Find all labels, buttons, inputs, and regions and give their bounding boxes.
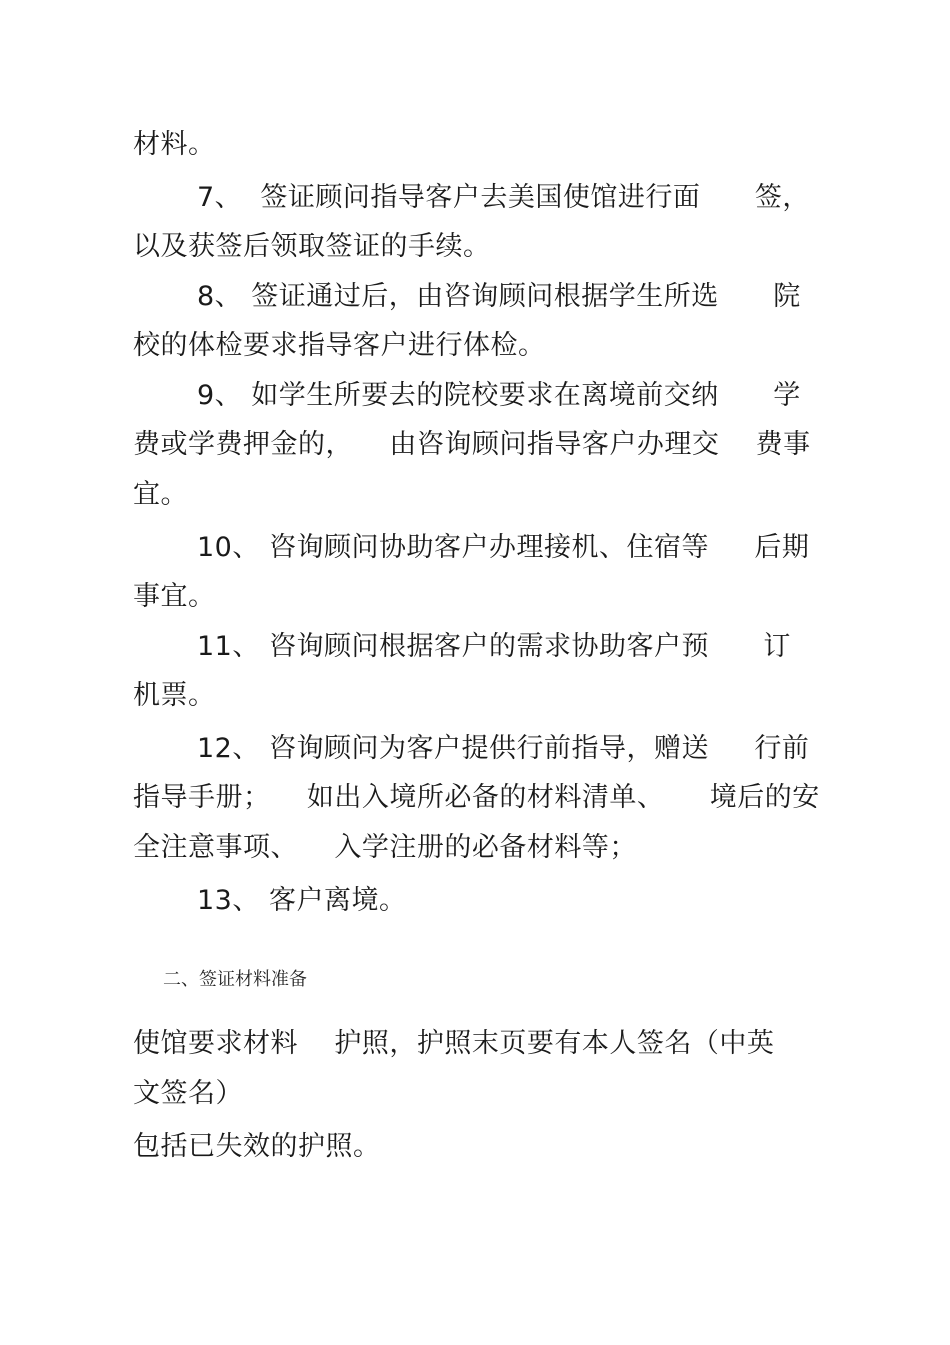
text-line: 全注意事项、 入学注册的必备材料等； [133,832,637,863]
text-line: 材料。 [133,129,216,160]
text-line: 使馆要求材料 护照，护照末页要有本人签名（中英 [133,1028,775,1059]
section-heading: 二、签证材料准备 [163,969,307,990]
text-line: 宜。 [133,479,188,510]
text-line: 机票。 [133,680,216,711]
list-item-13: 13、 客户离境。 [197,885,407,916]
text-line: 指导手册； 如出入境所必备的材料清单、 境后的安 [133,782,820,813]
list-item-9: 9、 如学生所要去的院校要求在离境前交纳 学 [197,380,801,411]
text-line: 校的体检要求指导客户进行体检。 [133,330,546,361]
text-line: 以及获签后领取签证的手续。 [133,231,491,262]
list-item-10: 10、 咨询顾问协助客户办理接机、住宿等 后期 [197,532,810,563]
text-line: 文签名） [133,1078,243,1109]
list-item-8: 8、 签证通过后，由咨询顾问根据学生所选 院 [197,281,801,312]
text-line: 包括已失效的护照。 [133,1131,381,1162]
text-line: 事宜。 [133,581,216,612]
list-item-7: 7、 签证顾问指导客户去美国使馆进行面 签， [197,182,810,213]
text-line: 费或学费押金的， 由咨询顾问指导客户办理交 费事 [133,429,811,460]
list-item-11: 11、 咨询顾问根据客户的需求协助客户预 订 [197,631,791,662]
list-item-12: 12、 咨询顾问为客户提供行前指导，赠送 行前 [197,733,810,764]
